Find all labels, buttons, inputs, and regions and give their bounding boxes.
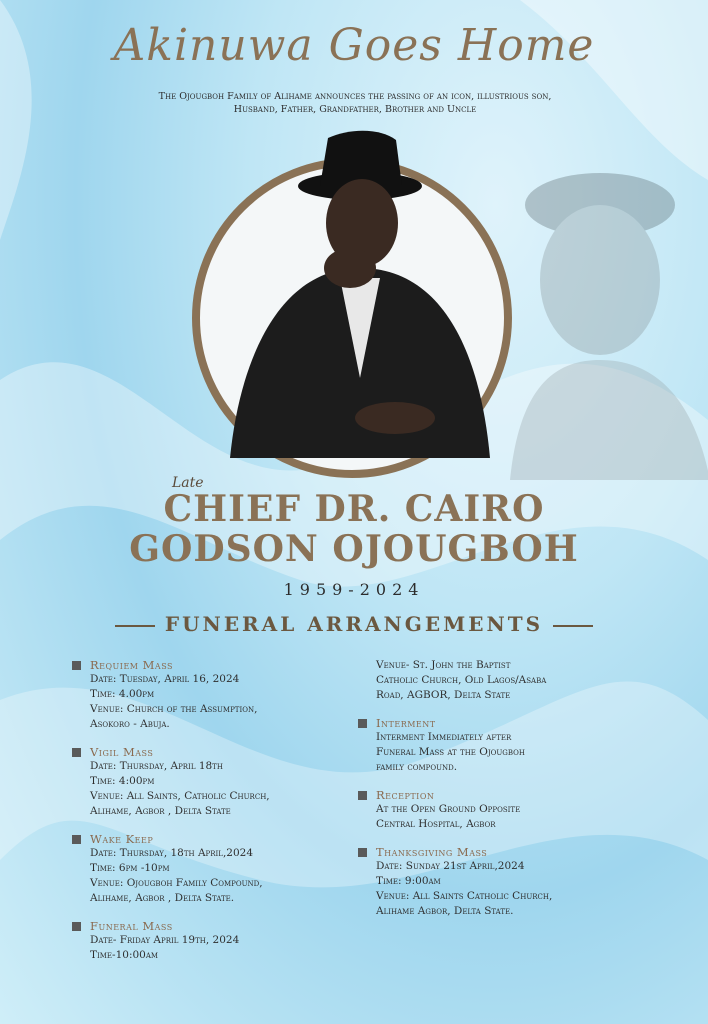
bullet-icon bbox=[72, 748, 81, 757]
detail-line: Date- Friday April 19th, 2024 bbox=[90, 934, 240, 946]
detail-line: Date: Thursday, April 18th bbox=[90, 760, 223, 772]
bullet-icon bbox=[358, 719, 367, 728]
detail-line: Asokoro - Abuja. bbox=[90, 718, 170, 730]
detail-line: family compound. bbox=[376, 761, 458, 773]
right-column bbox=[358, 658, 658, 932]
left-column bbox=[72, 658, 372, 976]
section-requiem-mass bbox=[72, 658, 372, 732]
detail-line: Venue: Church of the Assumption, bbox=[90, 703, 258, 715]
heading-rule-right bbox=[553, 625, 593, 627]
detail-line: At the Open Ground Opposite bbox=[376, 803, 521, 815]
section-heading: Wake Keep bbox=[90, 832, 154, 846]
bullet-icon bbox=[72, 922, 81, 931]
deceased-name-line2: GODSON OJOUGBOH bbox=[129, 528, 579, 570]
ghost-portrait-image bbox=[500, 160, 708, 480]
detail-line: Venue: All Saints Catholic Church, bbox=[376, 890, 553, 902]
detail-line: Date: Thursday, 18th April,2024 bbox=[90, 847, 254, 859]
deceased-name-line1: CHIEF DR. CAIRO bbox=[163, 488, 545, 530]
heading-rule-left bbox=[115, 625, 155, 627]
bullet-icon bbox=[358, 791, 367, 800]
detail-line: Central Hospital, Agbor bbox=[376, 818, 496, 830]
section-heading: Funeral Mass bbox=[90, 919, 173, 933]
detail-line: Time: 4.00pm bbox=[90, 688, 155, 700]
detail-line: Interment Immediately after bbox=[376, 731, 512, 743]
detail-line: Alihame Agbor, Delta State. bbox=[376, 905, 514, 917]
detail-line: Date: Sunday 21st April,2024 bbox=[376, 860, 525, 872]
detail-line: Alihame, Agbor , Delta State bbox=[90, 805, 231, 817]
detail-line: Venue: All Saints, Catholic Church, bbox=[90, 790, 270, 802]
page-title: Akinuwa Goes Home bbox=[113, 20, 595, 71]
section-heading: Vigil Mass bbox=[90, 745, 154, 759]
section-reception bbox=[358, 788, 658, 832]
detail-line: Time: 6pm -10pm bbox=[90, 862, 170, 874]
section-heading: Requiem Mass bbox=[90, 658, 174, 672]
detail-line: Venue- St. John the Baptist bbox=[376, 659, 511, 671]
section-funeral-mass bbox=[72, 919, 372, 963]
arrangements-heading-text: FUNERAL ARRANGEMENTS bbox=[164, 612, 544, 636]
bullet-icon bbox=[72, 661, 81, 670]
detail-line: Time: 9:00am bbox=[376, 875, 441, 887]
detail-line: Funeral Mass at the Ojougboh bbox=[376, 746, 526, 758]
detail-line: Road, AGBOR, Delta State bbox=[376, 689, 511, 701]
arrangements-heading bbox=[0, 612, 708, 636]
portrait-image bbox=[210, 128, 500, 458]
bullet-icon bbox=[72, 835, 81, 844]
announcement-text: The Ojougboh Family of Alihame announces the passing of an icon, illustrious son, Husband, Father, Grandfather, Brother and Uncle bbox=[158, 91, 552, 115]
detail-line: Time: 4:00pm bbox=[90, 775, 155, 787]
detail-line: Date: Tuesday, April 16, 2024 bbox=[90, 673, 240, 685]
detail-line: Venue: Ojougboh Family Compound, bbox=[90, 877, 263, 889]
section-heading: Thanksgiving Mass bbox=[376, 845, 488, 859]
section-thanksgiving-mass bbox=[358, 845, 658, 919]
detail-line: Catholic Church, Old Lagos/Asaba bbox=[376, 674, 547, 686]
bullet-icon bbox=[358, 848, 367, 857]
detail-line: Time-10:00am bbox=[90, 949, 159, 961]
section-interment bbox=[358, 716, 658, 775]
late-label: Late bbox=[172, 475, 204, 491]
life-years: 1959-2024 bbox=[283, 580, 425, 599]
funeral-mass-venue bbox=[358, 658, 658, 703]
section-heading: Reception bbox=[376, 788, 435, 802]
detail-line: Alihame, Agbor , Delta State. bbox=[90, 892, 235, 904]
section-wake-keep bbox=[72, 832, 372, 906]
section-vigil-mass bbox=[72, 745, 372, 819]
section-heading: Interment bbox=[376, 716, 436, 730]
